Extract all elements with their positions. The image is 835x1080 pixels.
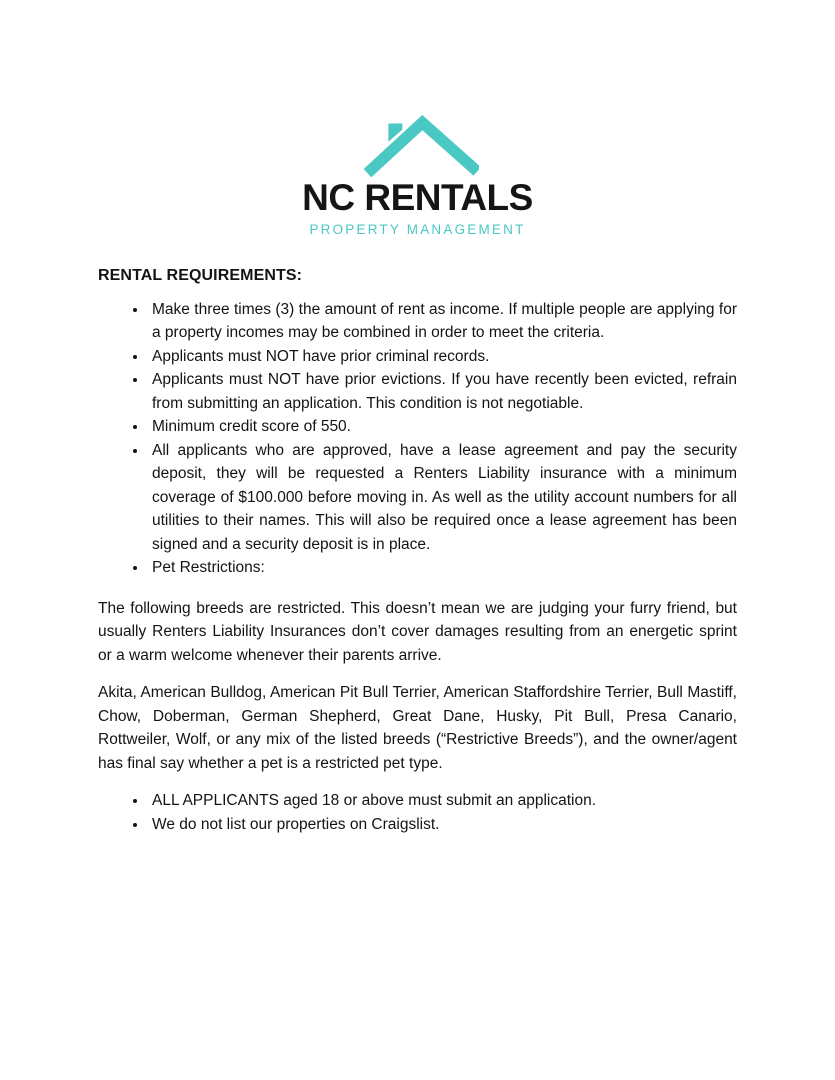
paragraph-restricted-breeds-names: Akita, American Bulldog, American Pit Bull Terrier, American Staffordshire Terrier, Bull Mastiff, Chow, Doberman, German Shepherd, Great Dane, Husky, Pit Bull, Presa Canario, Rottweiler, Wolf, or any mix of the listed breeds (“Restrictive Breeds”), and the owner/agent has final say whether a pet is a restricted pet type. [98, 684, 737, 772]
requirement-item: • Applicants must NOT have prior criminal records. [148, 345, 737, 369]
application-notes-list [98, 789, 737, 836]
logo-tagline: PROPERTY MANAGEMENT [309, 221, 526, 237]
application-note-item: • ALL APPLICANTS aged 18 or above must submit an application. [148, 789, 737, 813]
requirement-item: • All applicants who are approved, have a lease agreement and pay the security deposit, they will be requested a Renters Liability insurance with a minimum coverage of $100.000 before moving in. As well as the utility account numbers for all utilities to their names. This will also be required once a lease agreement has been signed and a security deposit is in place. [148, 439, 737, 557]
logo [98, 112, 737, 237]
document-content [98, 267, 737, 837]
roof-chimney-icon [357, 112, 479, 182]
logo-name: NC RENTALS [302, 177, 533, 218]
requirement-item: • Minimum credit score of 550. [148, 415, 737, 439]
page-title: RENTAL REQUIREMENTS: [98, 266, 303, 284]
requirement-item: • Applicants must NOT have prior evictions. If you have recently been evicted, refrain from submitting an application. This condition is not negotiable. [148, 368, 737, 415]
application-note-item: • We do not list our properties on Craigslist. [148, 813, 737, 837]
requirements-list [98, 298, 737, 580]
requirement-item: • Pet Restrictions: [148, 556, 737, 580]
requirement-item: • Make three times (3) the amount of rent as income. If multiple people are applying for a property incomes may be combined in order to meet the criteria. [148, 298, 737, 345]
paragraph-restricted-breeds-intro: The following breeds are restricted. This doesn’t mean we are judging your furry friend, but usually Renters Liability Insurances don’t cover damages resulting from an energetic sprint or a warm welcome whenever their parents arrive. [98, 599, 737, 664]
